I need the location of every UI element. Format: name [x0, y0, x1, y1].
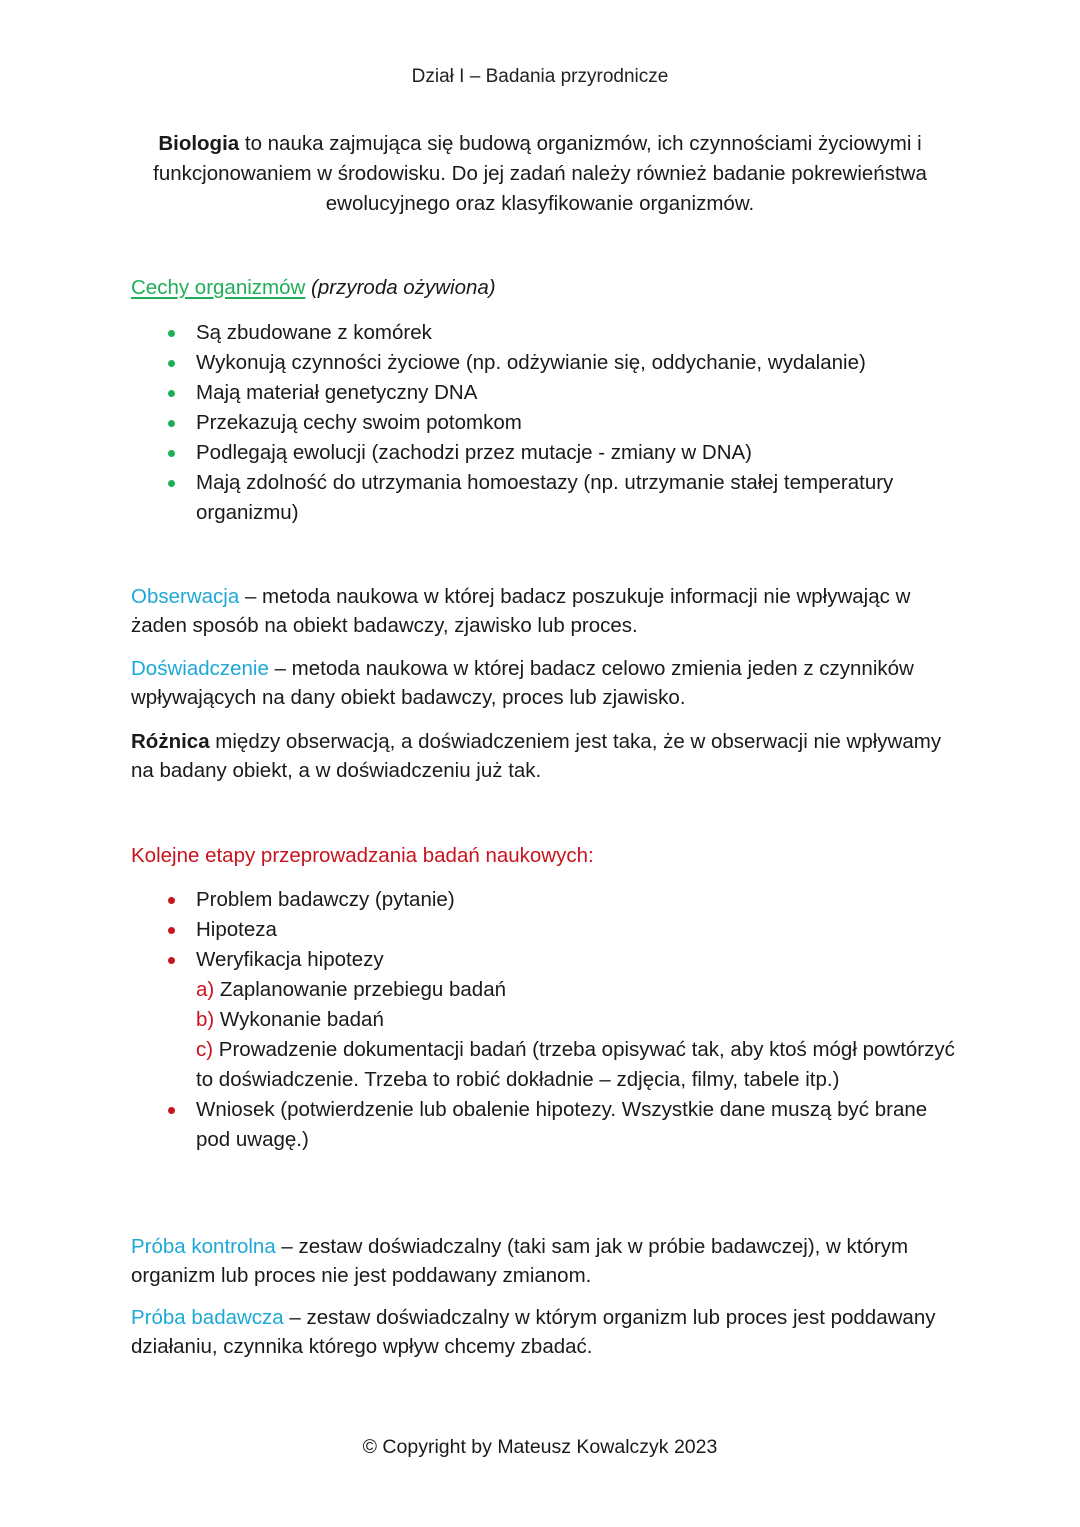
features-heading [131, 274, 496, 302]
substep-letter: c) [196, 1038, 214, 1061]
research-sample-term: Próba badawcza [131, 1306, 284, 1329]
observation-term: Obserwacja [131, 585, 240, 608]
substep [196, 1005, 961, 1035]
substep-text: Prowadzenie dokumentacji badań (trzeba opisywać tak, aby ktoś mógł powtórzyć to doświadczenie. Trzeba to robić dokładnie – zdjęcia, filmy, tabele itp.) [196, 1038, 955, 1091]
features-subtitle: (przyroda ożywiona) [311, 276, 496, 299]
substep [196, 1035, 961, 1095]
list-item: Wniosek (potwierdzenie lub obalenie hipotezy. Wszystkie dane muszą być brane pod uwagę.) [131, 1095, 961, 1155]
list-item: Hipoteza [131, 915, 961, 945]
substep [196, 975, 961, 1005]
substep-letter: a) [196, 978, 215, 1001]
page-header: Dział I – Badania przyrodnicze [411, 66, 669, 87]
list-item: Mają materiał genetyczny DNA [131, 378, 961, 408]
control-sample-term: Próba kontrolna [131, 1235, 276, 1258]
research-sample-definition [131, 1303, 951, 1361]
control-sample-definition [131, 1232, 951, 1290]
experiment-text: – metoda naukowa w której badacz celowo zmienia jeden z czynników wpływających na dany obiekt badawczy, proces lub zjawisko. [131, 657, 914, 709]
intro-text: to nauka zajmująca się budową organizmów, ich czynnościami życiowymi i funkcjonowaniem w środowisku. Do jej zadań należy również badanie pokrewieństwa ewolucyjnego oraz klasyfikowanie organizmów. [153, 132, 927, 215]
list-item: Podlegają ewolucji (zachodzi przez mutacje - zmiany w DNA) [131, 438, 961, 468]
intro-paragraph [130, 129, 950, 219]
difference-text: między obserwacją, a doświadczeniem jest taka, że w obserwacji nie wpływamy na badany obiekt, a w doświadczeniu już tak. [131, 730, 942, 782]
observation-text: – metoda naukowa w której badacz poszukuje informacji nie wpływając w żaden sposób na obiekt badawczy, zjawisko lub proces. [131, 585, 911, 637]
observation-definition [131, 582, 951, 640]
difference-term: Różnica [131, 730, 210, 753]
research-sample-text: – zestaw doświadczalny w którym organizm lub proces jest poddawany działaniu, czynnika którego wpływ chcemy zbadać. [131, 1306, 936, 1358]
control-sample-text: – zestaw doświadczalny (taki sam jak w próbie badawczej), w którym organizm lub proces nie jest poddawany zmianom. [131, 1235, 909, 1287]
experiment-definition [131, 654, 951, 712]
stages-list [131, 885, 961, 1155]
features-list [131, 318, 961, 528]
difference-definition [131, 727, 951, 785]
substep-letter: b) [196, 1008, 215, 1031]
list-item: Wykonują czynności życiowe (np. odżywianie się, oddychanie, wydalanie) [131, 348, 961, 378]
experiment-term: Doświadczenie [131, 657, 269, 680]
stages-heading: Kolejne etapy przeprowadzania badań naukowych: [131, 844, 594, 867]
intro-term: Biologia [158, 132, 240, 155]
stage-label: Weryfikacja hipotezy [196, 948, 384, 971]
list-item: Problem badawczy (pytanie) [131, 885, 961, 915]
copyright-footer: © Copyright by Mateusz Kowalczyk 2023 [362, 1436, 718, 1458]
substep-text: Zaplanowanie przebiegu badań [214, 978, 507, 1001]
list-item: Są zbudowane z komórek [131, 318, 961, 348]
features-title: Cechy organizmów [131, 276, 306, 299]
list-item [131, 945, 961, 1095]
list-item: Przekazują cechy swoim potomkom [131, 408, 961, 438]
list-item: Mają zdolność do utrzymania homoestazy (np. utrzymanie stałej temperatury organizmu) [131, 468, 961, 528]
substep-text: Wykonanie badań [214, 1008, 384, 1031]
